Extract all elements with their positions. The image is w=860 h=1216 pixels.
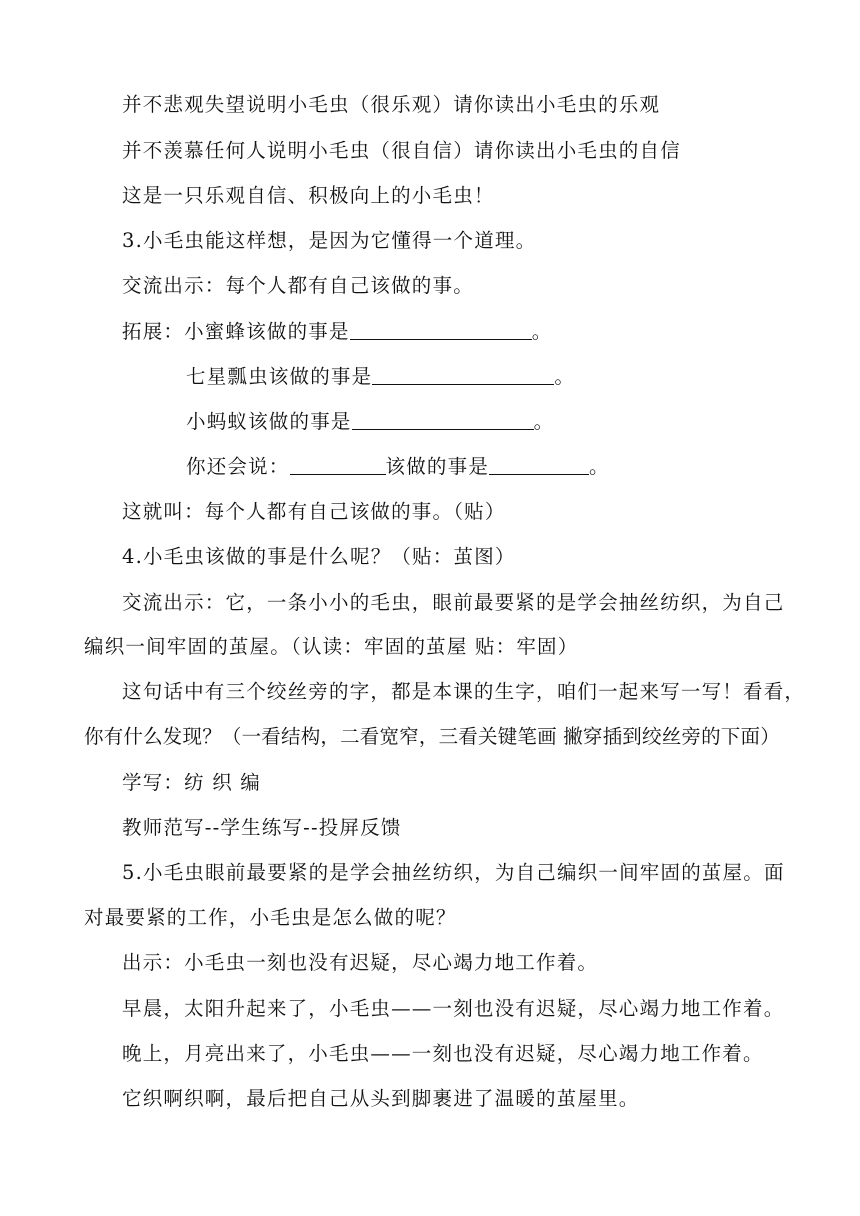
text-line-point-4: 4.小毛虫该做的事是什么呢？（贴：茧图） <box>122 545 516 568</box>
text-line-exchange: 交流出示：每个人都有自己该做的事。 <box>122 274 474 297</box>
expand-line-bee <box>122 319 552 345</box>
text-line-exchange-2b: 编织一间牢固的茧屋。（认读：牢固的茧屋 贴：牢固） <box>84 635 579 658</box>
expand-line-ladybug <box>186 364 575 390</box>
text-line-morning: 早晨，太阳升起来了，小毛虫——一刻也没有迟疑，尽心竭力地工作着。 <box>122 997 785 1020</box>
expand-ant-label: 小蚂蚁该做的事是 <box>186 410 352 433</box>
fill-blank-ant[interactable] <box>352 409 534 430</box>
expand-bee-label: 小蜜蜂该做的事是 <box>184 320 350 343</box>
fill-blank-bee[interactable] <box>350 319 532 340</box>
expand-ladybug-label: 七星瓢虫该做的事是 <box>186 365 373 388</box>
fill-blank-ladybug[interactable] <box>372 364 554 385</box>
text-line-this-is-called: 这就叫：每个人都有自己该做的事。（贴） <box>122 500 506 523</box>
text-line-exchange-2a: 交流出示：它，一条小小的毛虫，眼前最要紧的是学会抽丝纺织，为自己 <box>122 591 785 614</box>
text-line-point-5b: 对最要紧的工作，小毛虫是怎么做的呢？ <box>84 906 457 929</box>
expand-other-label: 你还会说： <box>186 455 290 478</box>
end-mark: 。 <box>531 320 553 343</box>
fill-blank-what[interactable] <box>489 454 589 475</box>
expand-line-ant <box>186 409 554 435</box>
text-line-silk-radical-b: 你有什么发现？（一看结构，二看宽窄，三看关键笔画 撇穿插到绞丝旁的下面） <box>84 725 780 748</box>
end-mark: 。 <box>554 365 576 388</box>
expand-prefix: 拓展： <box>122 320 185 343</box>
text-line-pessimism: 并不悲观失望说明小毛虫（很乐观）请你读出小毛虫的乐观 <box>122 93 661 116</box>
end-mark: 。 <box>589 455 610 478</box>
text-line-point-3: 3.小毛虫能这样想，是因为它懂得一个道理。 <box>122 229 537 252</box>
text-line-confidence: 并不羡慕任何人说明小毛虫（很自信）请你读出小毛虫的自信 <box>122 139 681 162</box>
expand-other-mid: 该做的事是 <box>385 455 490 478</box>
fill-blank-who[interactable] <box>290 454 386 475</box>
text-line-point-5a: 5.小毛虫眼前最要紧的是学会抽丝纺织，为自己编织一间牢固的茧屋。面 <box>122 861 785 884</box>
text-line-summary: 这是一只乐观自信、积极向上的小毛虫！ <box>122 184 495 207</box>
expand-line-other <box>186 454 610 480</box>
text-line-silk-radical-a: 这句话中有三个绞丝旁的字，都是本课的生字，咱们一起来写一写！看看， <box>122 680 806 703</box>
text-line-show: 出示：小毛虫一刻也没有迟疑，尽心竭力地工作着。 <box>122 951 599 974</box>
text-line-learn-write: 学写：纺 织 编 <box>122 771 261 794</box>
text-line-teacher-demo: 教师范写--学生练写--投屏反馈 <box>122 816 402 839</box>
text-line-evening: 晚上，月亮出来了，小毛虫——一刻也没有迟疑，尽心竭力地工作着。 <box>122 1042 764 1065</box>
text-line-weaving: 它织啊织啊，最后把自己从头到脚裹进了温暖的茧屋里。 <box>122 1087 640 1110</box>
end-mark: 。 <box>533 410 555 433</box>
